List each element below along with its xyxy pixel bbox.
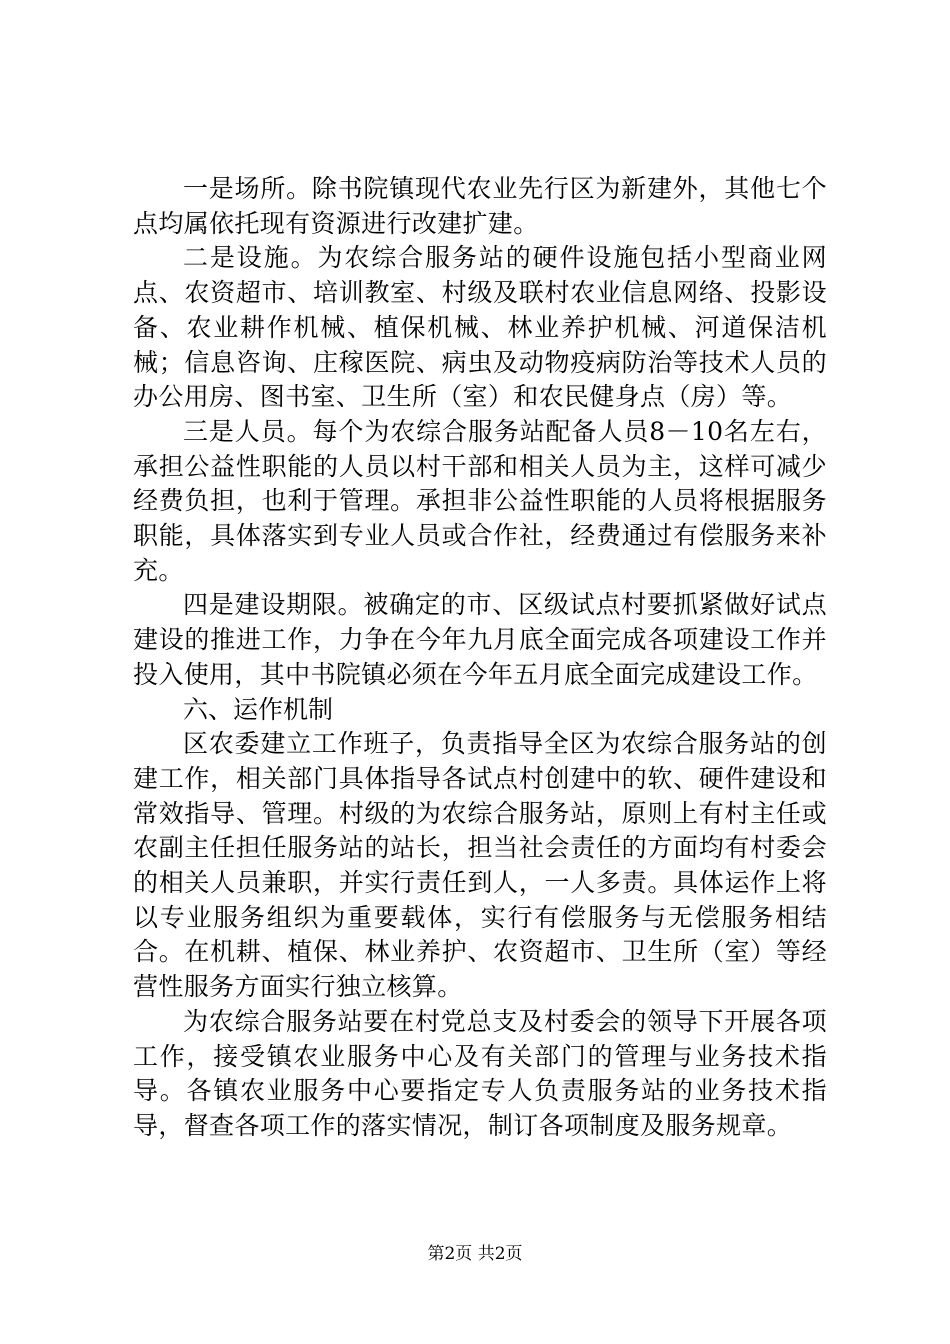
paragraph-leadership: 为农综合服务站要在村党总支及村委会的领导下开展各项工作，接受镇农业服务中心及有关部门的管理与业务技术指导。各镇农业服务中心要指定专人负责服务站的业务技术指导，督查各项工作的落实情况，制订各项制度及服务规章。 (133, 1006, 827, 1140)
section-heading: 六、运作机制 (183, 694, 334, 724)
paragraph-facilities: 二是设施。为农综合服务站的硬件设施包括小型商业网点、农资超市、培训教室、村级及联村农业信息网络、投影设备、农业耕作机械、植保机械、林业养护机械、河道保洁机械；信息咨询、庄稼医院、病虫及动物疫病防治等技术人员的办公用房、图书室、卫生所（室）和农民健身点（房）等。 (133, 243, 827, 412)
paragraph-venue: 一是场所。除书院镇现代农业先行区为新建外，其他七个点均属依托现有资源进行改建扩建。 (133, 174, 827, 238)
page-footer: 第2页 共2页 (427, 1244, 523, 1264)
paragraph-deadline: 四是建设期限。被确定的市、区级试点村要抓紧做好试点建设的推进工作，力争在今年九月底全面完成各项建设工作并投入使用，其中书院镇必须在今年五月底全面完成建设工作。 (133, 590, 827, 689)
paragraph-personnel: 三是人员。每个为农综合服务站配备人员8－10名左右，承担公益性职能的人员以村干部和相关人员为主，这样可减少经费负担，也利于管理。承担非公益性职能的人员将根据服务职能，具体落实到专业人员或合作社，经费通过有偿服务来补充。 (133, 416, 827, 585)
document-body (133, 172, 827, 1144)
paragraph-mechanism: 区农委建立工作班子，负责指导全区为农综合服务站的创建工作，相关部门具体指导各试点村创建中的软、硬件建设和常效指导、管理。村级的为农综合服务站，原则上有村主任或农副主任担任服务站的站长，担当社会责任的方面均有村委会的相关人员兼职，并实行责任到人，一人多责。具体运作上将以专业服务组织为重要载体，实行有偿服务与无偿服务相结合。在机耕、植保、林业养护、农资超市、卫生所（室）等经营性服务方面实行独立核算。 (133, 729, 827, 1002)
